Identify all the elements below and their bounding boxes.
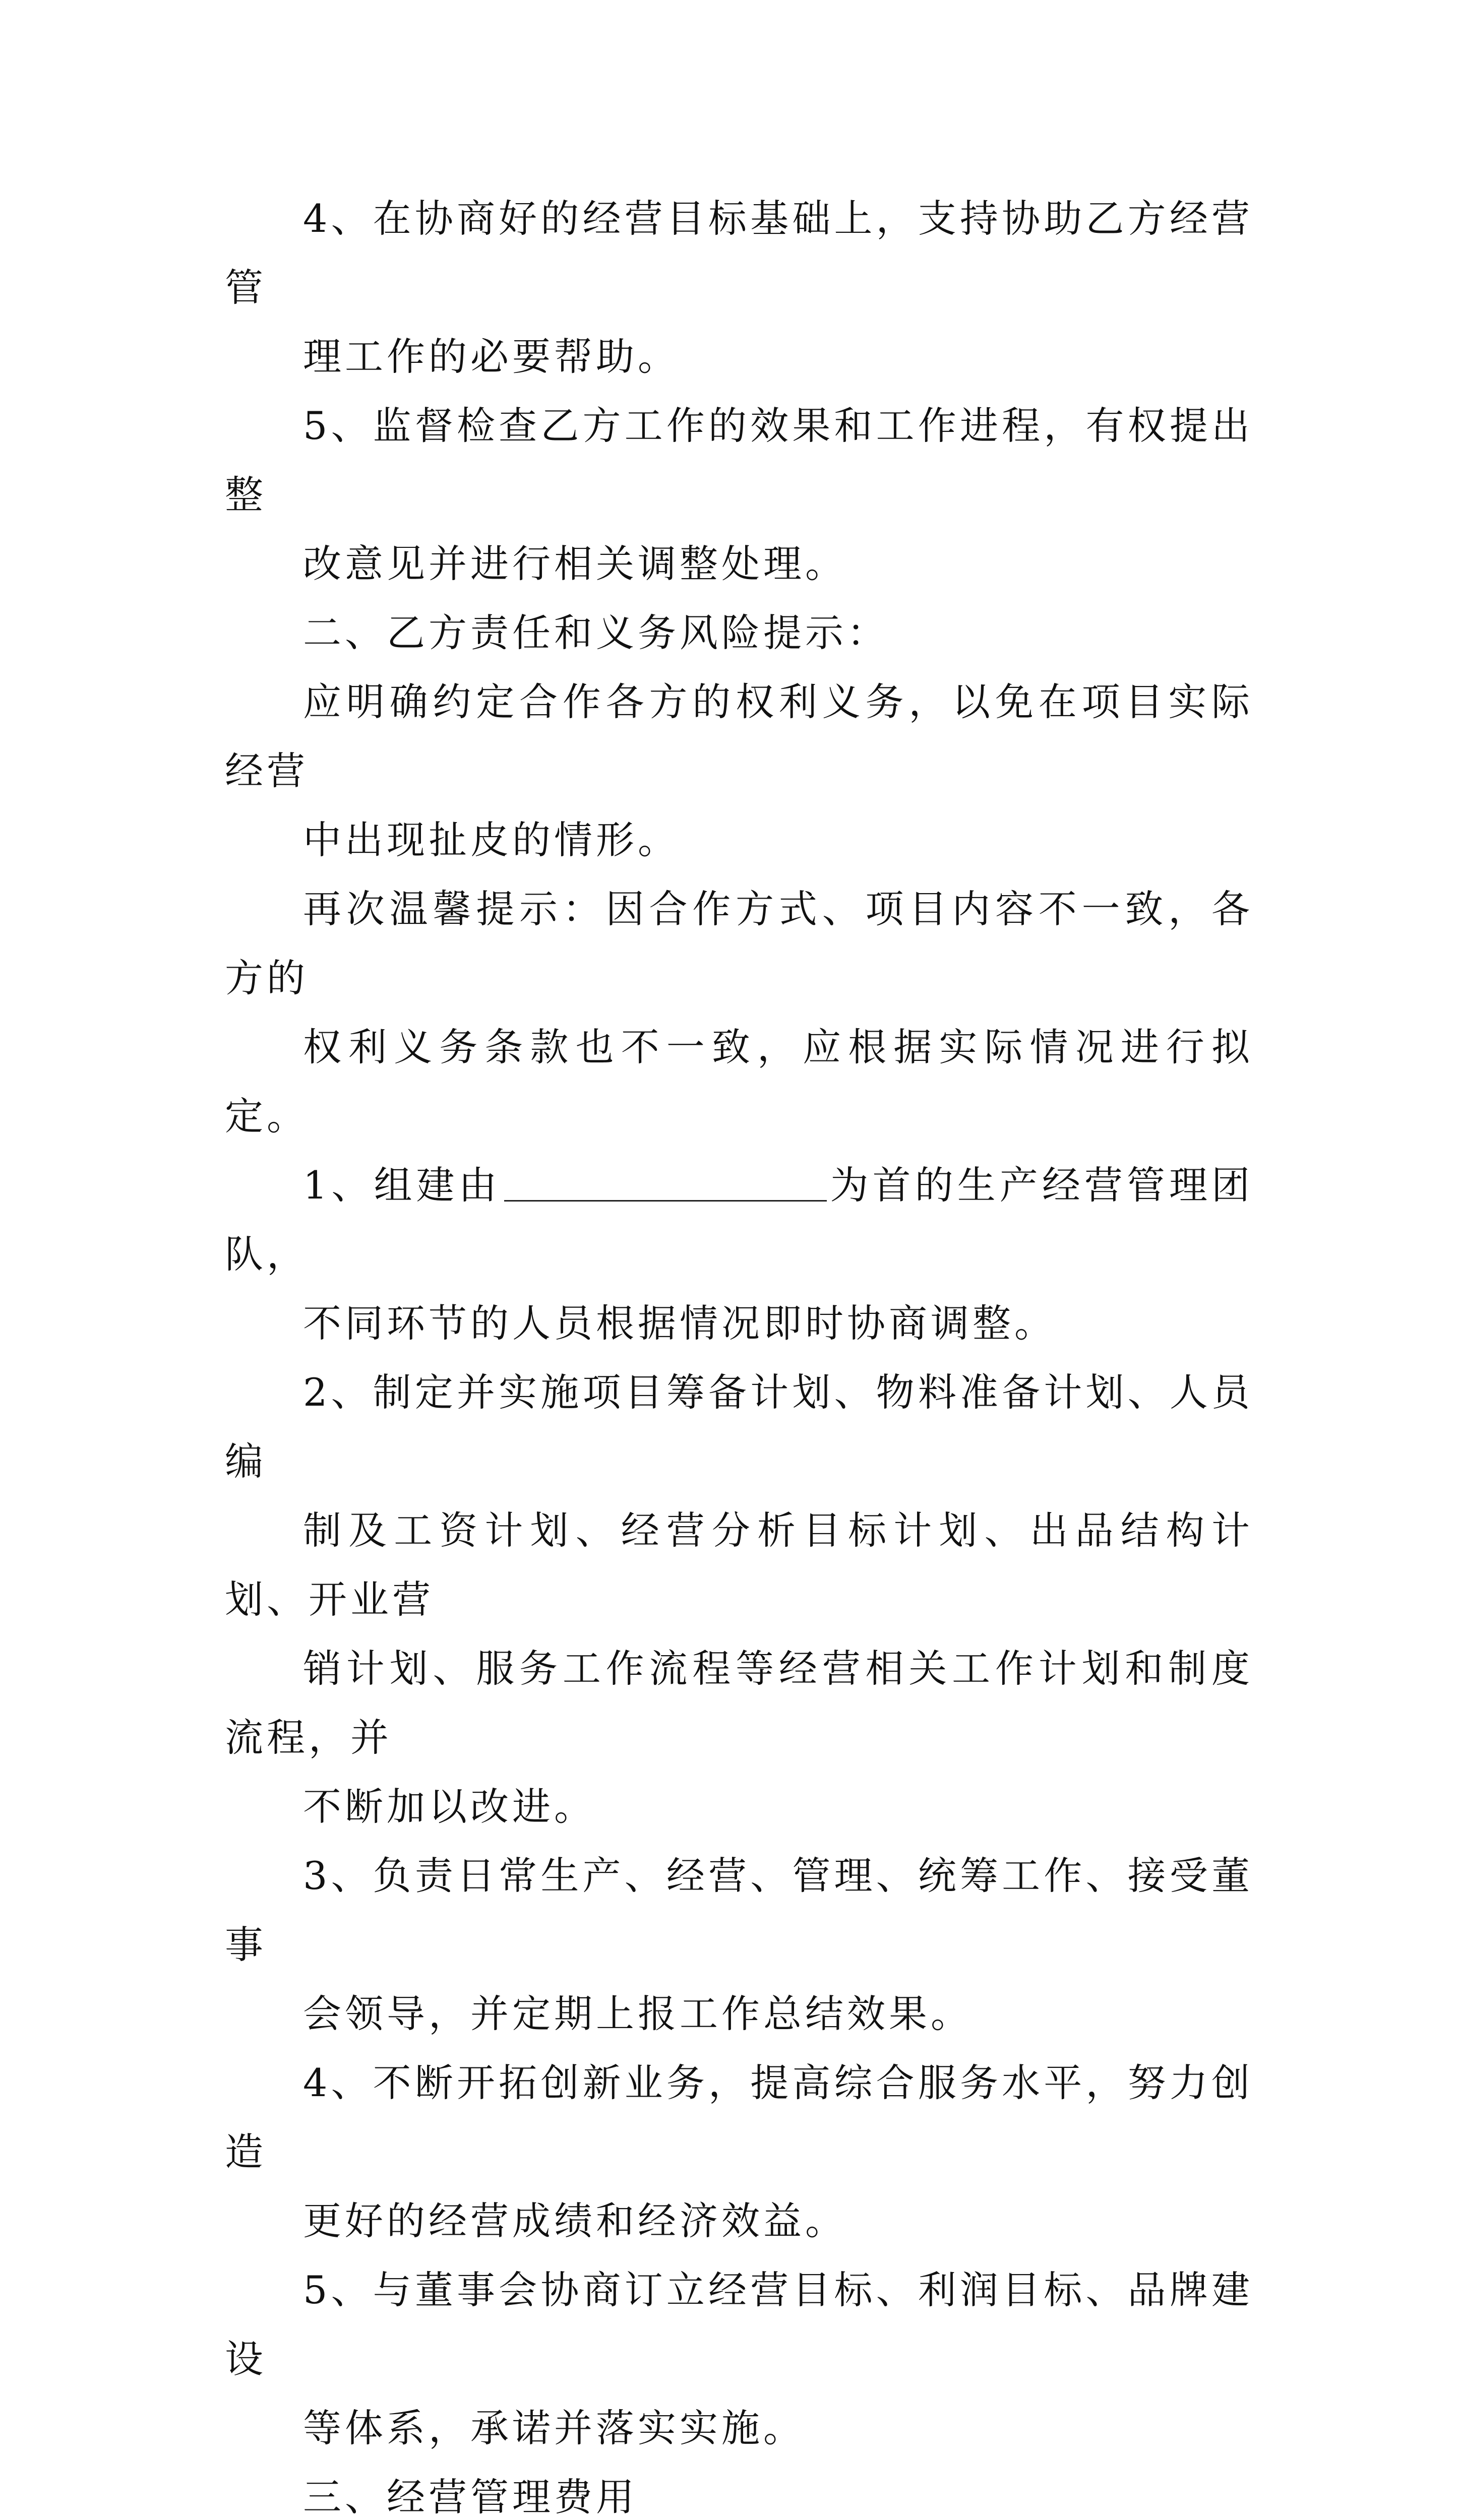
text-line: 不同环节的人员根据情况即时协商调整。 <box>303 1301 1056 1346</box>
text-line: 再次温馨提示：因合作方式、项目内容不一致，各方的 <box>225 887 1253 1000</box>
text-line: 改意见并进行相关调整处理。 <box>303 541 847 586</box>
text-line: 会领导，并定期上报工作总结效果。 <box>303 1991 972 2036</box>
paragraph-plans <box>225 1358 1253 1841</box>
text-line: 应明确约定合作各方的权利义务，以免在项目实际经营 <box>225 679 1253 793</box>
paragraph-targets <box>225 2255 1253 2463</box>
blank-suffix-text: 为首的生产经营管理团队， <box>225 1163 1254 1277</box>
paragraph-innovation <box>225 2048 1253 2255</box>
section-heading-management-fees <box>225 2463 1253 2520</box>
text-line: 中出现扯皮的情形。 <box>303 817 680 862</box>
text-line: 5、监督检查乙方工作的效果和工作进程，有权提出整 <box>225 403 1253 517</box>
text-line: 3、负责日常生产、经营、管理、统筹工作、接受董事 <box>225 1853 1253 1967</box>
paragraph-risk-note <box>225 667 1253 874</box>
section-heading-party-b-duties <box>225 598 1253 667</box>
text-line: 销计划、服务工作流程等经营相关工作计划和制度流程，并 <box>225 1646 1253 1760</box>
paragraph-reminder <box>225 874 1253 1151</box>
text-line: 5、与董事会协商订立经营目标、利润目标、品牌建设 <box>225 2267 1253 2381</box>
paragraph-daily-work <box>225 1841 1253 2048</box>
text-line: 4、在协商好的经营目标基础上，支持协助乙方经营管 <box>225 196 1253 310</box>
blank-prefix-text: 1、组建由 <box>303 1163 501 1208</box>
text-line: 权利义务条款也不一致，应根据实际情况进行拟定。 <box>225 1025 1253 1139</box>
paragraph-form-team <box>225 1151 1253 1358</box>
text-line: 等体系，承诺并落实实施。 <box>303 2406 805 2450</box>
text-line: 制及工资计划、经营分析目标计划、出品结构计划、开业营 <box>225 1508 1253 1622</box>
paragraph-support-operations <box>225 184 1253 391</box>
text-line: 2、制定并实施项目筹备计划、物料准备计划、人员编 <box>225 1370 1253 1484</box>
text-line-with-blank <box>225 1151 1253 1289</box>
fill-in-blank[interactable] <box>504 1168 827 1202</box>
document-body <box>225 184 1253 2520</box>
section-heading-text: 三、经营管理费用 <box>303 2475 638 2519</box>
text-line: 理工作的必要帮助。 <box>303 334 680 379</box>
text-line: 更好的经营成绩和经济效益。 <box>303 2198 847 2243</box>
paragraph-supervise-inspect <box>225 391 1253 598</box>
text-line: 4、不断开拓创新业务，提高综合服务水平，努力创造 <box>225 2060 1253 2174</box>
section-heading-text: 二、乙方责任和义务风险提示： <box>303 610 889 655</box>
text-line: 不断加以改进。 <box>303 1784 596 1829</box>
